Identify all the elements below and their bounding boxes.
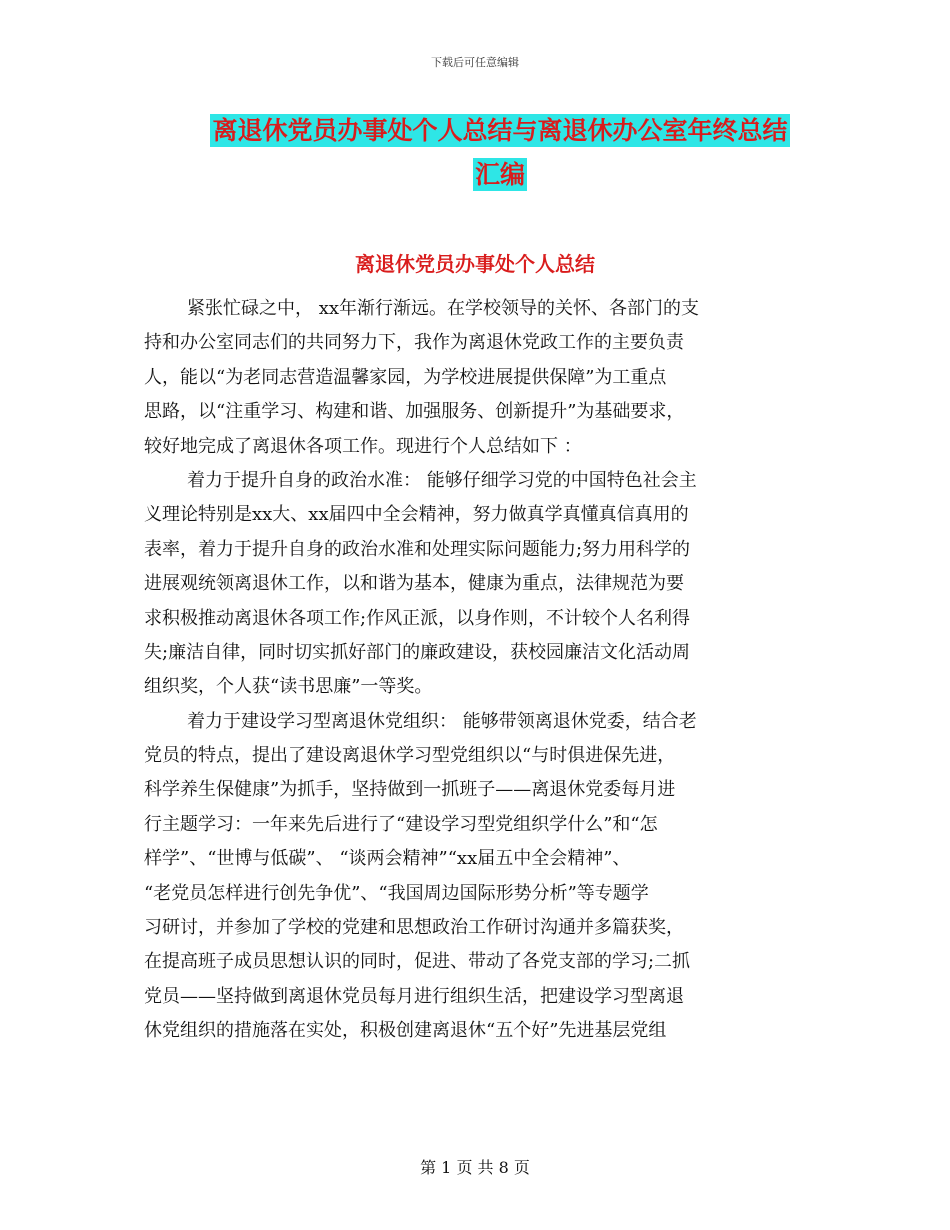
paragraph-line: 着力于建设学习型离退休党组织： 能够带领离退休党委，结合老 — [187, 710, 697, 732]
document-title-line-1: 离退休党员办事处个人总结与离退休办公室年终总结 — [212, 116, 788, 145]
document-title-line-2: 汇编 — [474, 160, 525, 189]
paragraph-line: 人，能以“为老同志营造温馨家园，为学校进展提供保障”为工重点 — [144, 366, 667, 388]
paragraph-line: 较好地完成了离退休各项工作。现进行个人总结如下 ： — [144, 435, 582, 457]
paragraph-line: 行主题学习：一年来先后进行了“建设学习型党组织学什么”和“怎 — [144, 813, 658, 835]
paragraph-line: 在提高班子成员思想认识的同时，促进、带动了各党支部的学习;二抓 — [144, 951, 691, 973]
paragraph-line: 科学养生保健康”为抓手，坚持做到一抓班子——离退休党委每月进 — [144, 779, 676, 801]
paragraph-line: 紧张忙碌之中， xx年渐行渐远。在学校领导的关怀、各部门的支 — [187, 298, 700, 319]
paragraph-line: 求积极推动离退休各项工作;作风正派，以身作则，不计较个人名利得 — [144, 607, 691, 629]
paragraph-line: 党员——坚持做到离退休党员每月进行组织生活，把建设学习型离退 — [144, 985, 684, 1007]
paragraph-line: 休党组织的措施落在实处，积极创建离退休“五个好”先进基层党组 — [144, 1020, 667, 1042]
paragraph-line: 表率，着力于提升自身的政治水准和处理实际问题能力;努力用科学的 — [144, 538, 691, 560]
body-text — [144, 292, 814, 1049]
paragraph-line: 进展观统领离退休工作，以和谐为基本，健康为重点，法律规范为要 — [144, 573, 684, 595]
paragraph-line: 义理论特别是xx大、xx届四中全会精神，努力做真学真懂真信真用的 — [144, 504, 689, 526]
page-footer: 第 1 页 共 8 页 — [420, 1158, 530, 1177]
paragraph-line: 着力于提升自身的政治水准： 能够仔细学习党的中国特色社会主 — [187, 469, 697, 491]
paragraph-line: 思路，以“注重学习、构建和谐、加强服务、创新提升”为基础要求， — [144, 401, 685, 423]
paragraph-line: “老党员怎样进行创先争优”、“我国周边国际形势分析”等专题学 — [144, 882, 649, 904]
paragraph-line: 失;廉洁自律，同时切实抓好部门的廉政建设，获校园廉洁文化活动周 — [144, 641, 691, 663]
paragraph-line: 样学”、“世博与低碳”、 “谈两会精神”“xx届五中全会精神”、 — [144, 848, 631, 870]
paragraph-line: 习研讨，并参加了学校的党建和思想政治工作研讨沟通并多篇获奖， — [144, 917, 684, 939]
paragraph-line: 持和办公室同志们的共同努力下，我作为离退休党政工作的主要负责 — [144, 332, 684, 354]
paragraph-line: 党员的特点，提出了建设离退休学习型党组织以“与时俱进保先进， — [144, 745, 676, 767]
header-note: 下载后可任意编辑 — [431, 56, 519, 69]
section-title: 离退休党员办事处个人总结 — [355, 252, 595, 276]
paragraph-line: 组织奖，个人获“读书思廉”一等奖。 — [144, 676, 433, 698]
